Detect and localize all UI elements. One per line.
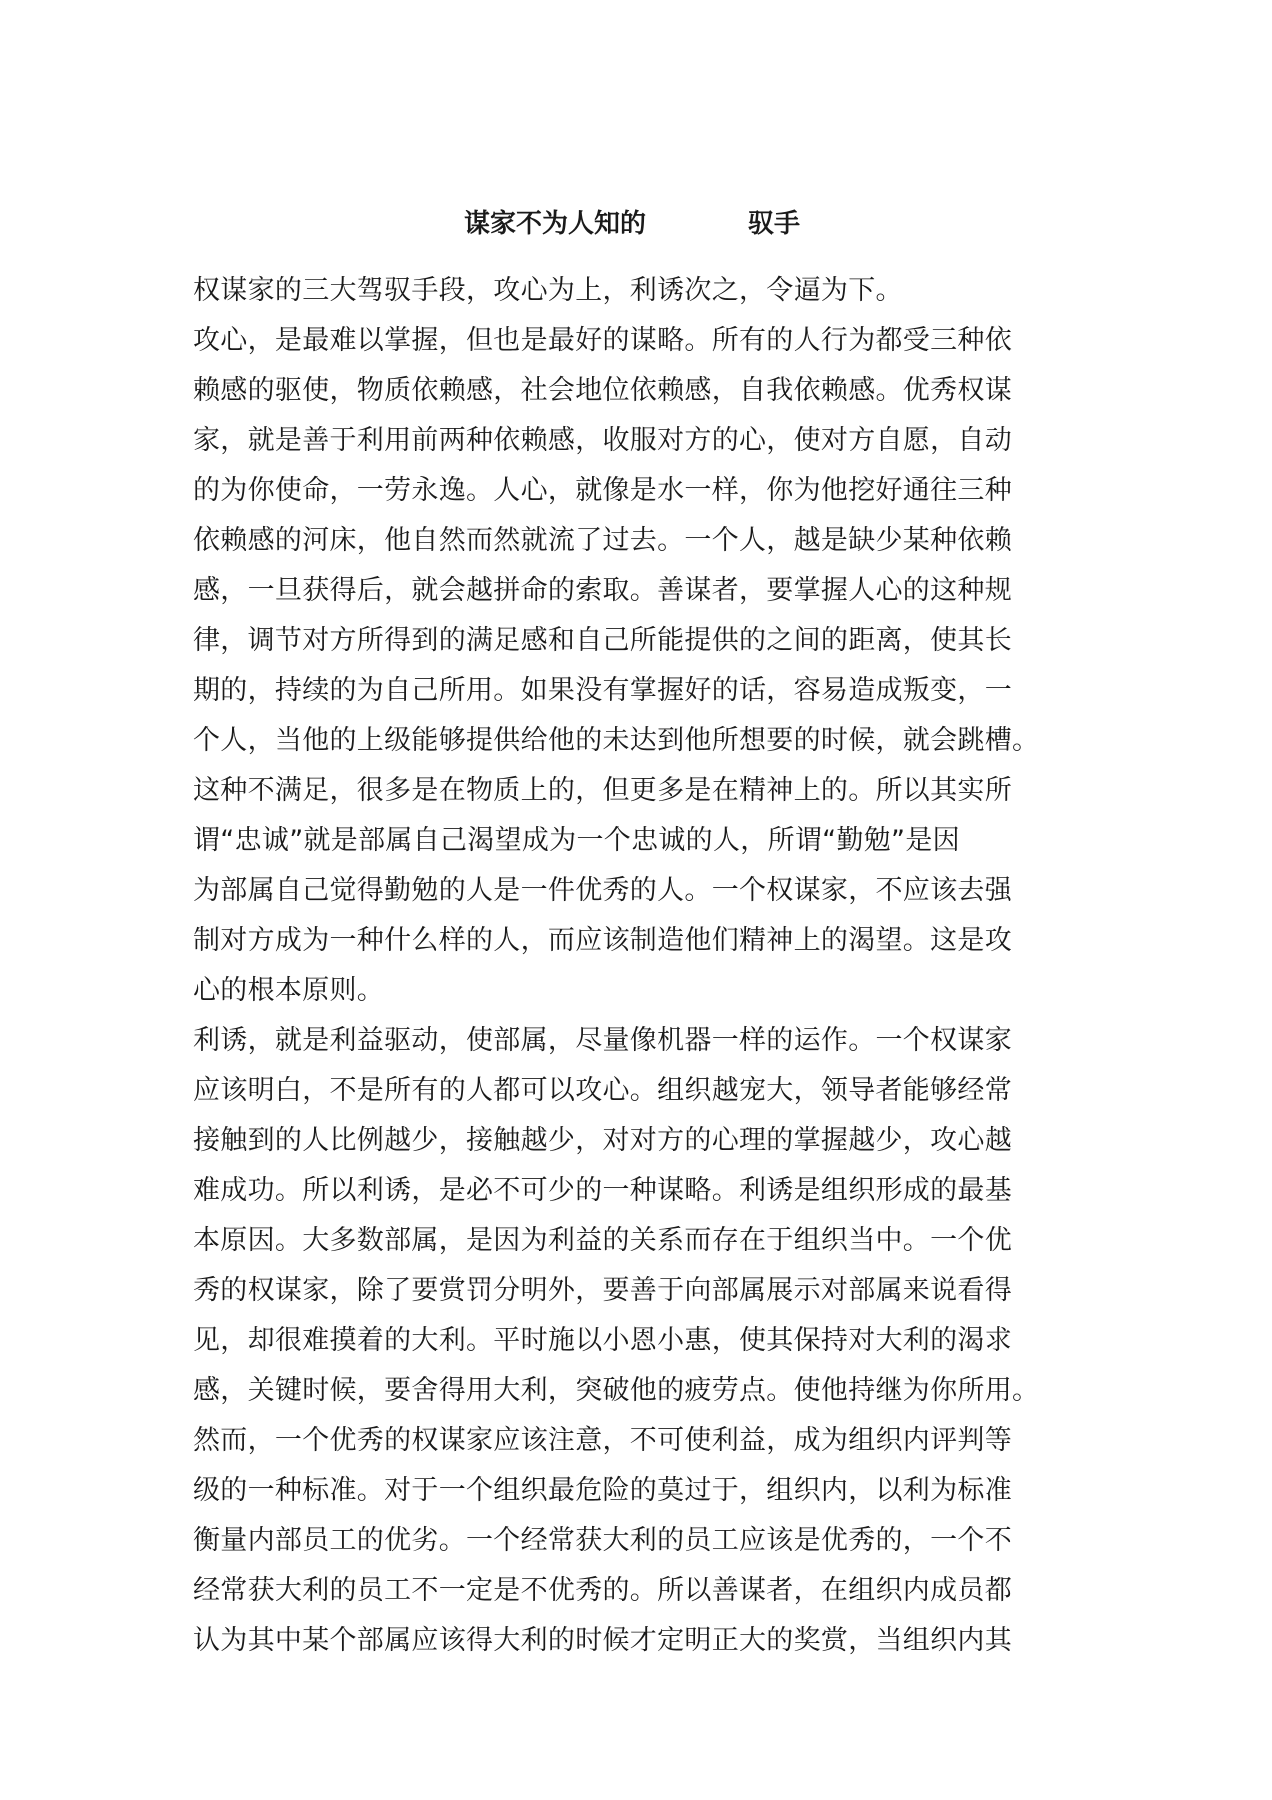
title-text-part2: 驭手 bbox=[748, 209, 801, 239]
body-text-line: 应该明白，不是所有的人都可以攻心。组织越宠大，领导者能够经常 bbox=[193, 1075, 1012, 1106]
document-title bbox=[0, 202, 1272, 246]
body-text-line: 难成功。所以利诱，是必不可少的一种谋略。利诱是组织形成的最基 bbox=[193, 1175, 1012, 1206]
body-text-line: 赖感的驱使，物质依赖感，社会地位依赖感，自我依赖感。优秀权谋 bbox=[193, 375, 1012, 406]
body-text-line: 秀的权谋家，除了要赏罚分明外，要善于向部属展示对部属来说看得 bbox=[193, 1275, 1012, 1306]
body-text-line: 个人，当他的上级能够提供给他的未达到他所想要的时候，就会跳槽。 bbox=[193, 725, 1040, 756]
body-text-line: 衡量内部员工的优劣。一个经常获大利的员工应该是优秀的，一个不 bbox=[193, 1525, 1012, 1556]
body-text-line: 权谋家的三大驾驭手段，攻心为上，利诱次之，令逼为下。 bbox=[193, 275, 903, 306]
body-text-line: 接触到的人比例越少，接触越少，对对方的心理的掌握越少，攻心越 bbox=[193, 1125, 1012, 1156]
body-text-line: 律，调节对方所得到的满足感和自己所能提供的之间的距离，使其长 bbox=[193, 625, 1012, 656]
body-text-line: 认为其中某个部属应该得大利的时候才定明正大的奖赏，当组织内其 bbox=[193, 1625, 1012, 1656]
title-text-part1: 谋家不为人知的 bbox=[464, 209, 647, 239]
body-text-line: 感，一旦获得后，就会越拼命的索取。善谋者，要掌握人心的这种规 bbox=[193, 575, 1012, 606]
body-text-line: 的为你使命，一劳永逸。人心，就像是水一样，你为他挖好通往三种 bbox=[193, 475, 1012, 506]
body-text-line: 期的，持续的为自己所用。如果没有掌握好的话，容易造成叛变，一 bbox=[193, 675, 1012, 706]
body-text-line: 谓“忠诚”就是部属自己渴望成为一个忠诚的人，所谓“勤勉”是因 bbox=[193, 825, 960, 856]
body-text-line: 感，关键时候，要舍得用大利，突破他的疲劳点。使他持继为你所用。 bbox=[193, 1375, 1040, 1406]
body-text-line: 依赖感的河床，他自然而然就流了过去。一个人，越是缺少某种依赖 bbox=[193, 525, 1012, 556]
body-text-line: 本原因。大多数部属，是因为利益的关系而存在于组织当中。一个优 bbox=[193, 1225, 1012, 1256]
body-text-line: 家，就是善于利用前两种依赖感，收服对方的心，使对方自愿，自动 bbox=[193, 425, 1012, 456]
body-text-line: 这种不满足，很多是在物质上的，但更多是在精神上的。所以其实所 bbox=[193, 775, 1012, 806]
body-text-line: 攻心，是最难以掌握，但也是最好的谋略。所有的人行为都受三种依 bbox=[193, 325, 1012, 356]
body-text-line: 然而，一个优秀的权谋家应该注意，不可使利益，成为组织内评判等 bbox=[193, 1425, 1012, 1456]
body-text-line: 级的一种标准。对于一个组织最危险的莫过于，组织内，以利为标准 bbox=[193, 1475, 1012, 1506]
document-body bbox=[193, 266, 1085, 1666]
body-text-line: 利诱，就是利益驱动，使部属，尽量像机器一样的运作。一个权谋家 bbox=[193, 1025, 1012, 1056]
body-text-line: 见，却很难摸着的大利。平时施以小恩小惠，使其保持对大利的渴求 bbox=[193, 1325, 1012, 1356]
body-text-line: 心的根本原则。 bbox=[193, 975, 385, 1006]
body-text-line: 为部属自己觉得勤勉的人是一件优秀的人。一个权谋家，不应该去强 bbox=[193, 875, 1012, 906]
body-text-line: 制对方成为一种什么样的人，而应该制造他们精神上的渴望。这是攻 bbox=[193, 925, 1012, 956]
body-text-line: 经常获大利的员工不一定是不优秀的。所以善谋者，在组织内成员都 bbox=[193, 1575, 1012, 1606]
